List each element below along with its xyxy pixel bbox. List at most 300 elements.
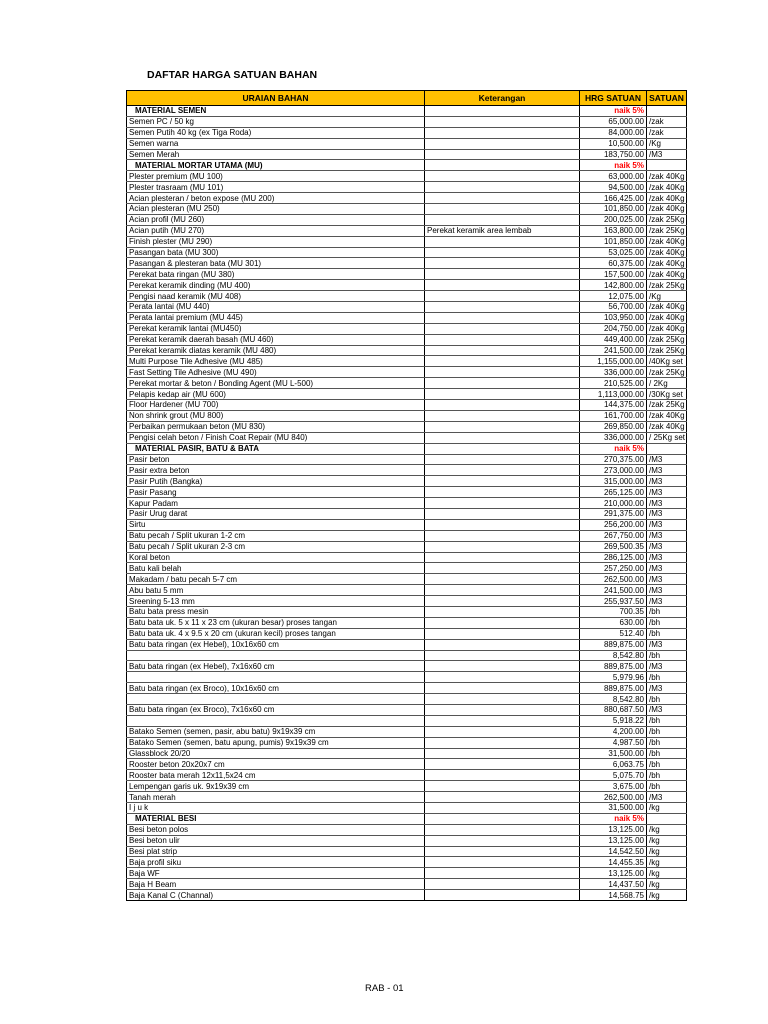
table-row xyxy=(127,127,687,138)
item-note xyxy=(425,563,580,574)
table-row xyxy=(127,704,687,715)
item-note xyxy=(425,715,580,726)
item-name: Baja H Beam xyxy=(127,879,425,890)
item-name: Pasir Urug darat xyxy=(127,508,425,519)
item-note xyxy=(425,770,580,781)
item-unit: /zak 40Kg xyxy=(647,258,687,269)
item-note xyxy=(425,879,580,890)
item-price: 262,500.00 xyxy=(580,574,647,585)
page-footer: RAB - 01 xyxy=(365,983,404,994)
item-name: Perekat keramik lantai (MU450) xyxy=(127,323,425,334)
item-name: Acian plesteran / beton expose (MU 200) xyxy=(127,193,425,204)
item-unit: /zak 40Kg xyxy=(647,323,687,334)
item-name: Floor Hardener (MU 700) xyxy=(127,400,425,411)
item-unit: /30Kg set xyxy=(647,389,687,400)
item-note xyxy=(425,269,580,280)
section-row xyxy=(127,443,687,454)
table-row xyxy=(127,683,687,694)
item-unit: / 2Kg xyxy=(647,378,687,389)
item-note xyxy=(425,759,580,770)
item-note xyxy=(425,432,580,443)
item-price: 889,875.00 xyxy=(580,639,647,650)
table-row xyxy=(127,541,687,552)
table-row xyxy=(127,312,687,323)
table-row xyxy=(127,410,687,421)
item-name: Batu pecah / Split ukuran 1-2 cm xyxy=(127,530,425,541)
table-row xyxy=(127,280,687,291)
item-price: 13,125.00 xyxy=(580,835,647,846)
item-price: 265,125.00 xyxy=(580,487,647,498)
item-note xyxy=(425,443,580,454)
item-note xyxy=(425,530,580,541)
item-name: Rooster beton 20x20x7 cm xyxy=(127,759,425,770)
table-row xyxy=(127,421,687,432)
item-price: 4,200.00 xyxy=(580,726,647,737)
item-name: Pelapis kedap air (MU 600) xyxy=(127,389,425,400)
item-name: Batu bata press mesin xyxy=(127,606,425,617)
item-unit: /bh xyxy=(647,737,687,748)
item-name: Perata lantai premium (MU 445) xyxy=(127,312,425,323)
table-row xyxy=(127,378,687,389)
table-row xyxy=(127,508,687,519)
item-price: 262,500.00 xyxy=(580,792,647,803)
item-note xyxy=(425,508,580,519)
price-note: naik 5% xyxy=(580,813,647,824)
table-row xyxy=(127,737,687,748)
item-note xyxy=(425,367,580,378)
item-unit: /zak 25Kg xyxy=(647,400,687,411)
item-unit xyxy=(647,106,687,117)
table-row xyxy=(127,574,687,585)
table-row xyxy=(127,214,687,225)
table-row xyxy=(127,367,687,378)
item-note xyxy=(425,247,580,258)
table-row xyxy=(127,400,687,411)
item-name: Sirtu xyxy=(127,519,425,530)
item-price: 65,000.00 xyxy=(580,116,647,127)
item-name: Semen warna xyxy=(127,138,425,149)
item-unit: /bh xyxy=(647,715,687,726)
item-name: Semen Putih 40 kg (ex Tiga Roda) xyxy=(127,127,425,138)
price-table xyxy=(126,90,687,901)
item-note xyxy=(425,106,580,117)
item-note xyxy=(425,400,580,411)
item-note xyxy=(425,683,580,694)
item-note xyxy=(425,421,580,432)
item-price: 241,500.00 xyxy=(580,345,647,356)
item-note xyxy=(425,138,580,149)
item-note xyxy=(425,552,580,563)
item-note xyxy=(425,792,580,803)
item-price: 241,500.00 xyxy=(580,585,647,596)
item-note xyxy=(425,378,580,389)
item-name: Perekat mortar & beton / Bonding Agent (MU L-500) xyxy=(127,378,425,389)
table-row xyxy=(127,661,687,672)
item-name: Fast Setting Tile Adhesive (MU 490) xyxy=(127,367,425,378)
item-name: Pasangan bata (MU 300) xyxy=(127,247,425,258)
item-unit: /kg xyxy=(647,803,687,814)
item-name: Acian plesteran (MU 250) xyxy=(127,204,425,215)
item-note xyxy=(425,498,580,509)
item-note xyxy=(425,182,580,193)
item-price: 1,113,000.00 xyxy=(580,389,647,400)
item-note xyxy=(425,204,580,215)
item-price: 63,000.00 xyxy=(580,171,647,182)
item-name: Pasir Putih (Bangka) xyxy=(127,476,425,487)
table-row xyxy=(127,530,687,541)
item-unit: /bh xyxy=(647,759,687,770)
table-row xyxy=(127,596,687,607)
item-unit: /zak xyxy=(647,127,687,138)
item-name xyxy=(127,694,425,705)
item-price: 336,000.00 xyxy=(580,432,647,443)
item-unit: /Kg xyxy=(647,291,687,302)
item-name: Besi beton ulir xyxy=(127,835,425,846)
table-row xyxy=(127,258,687,269)
item-price: 161,700.00 xyxy=(580,410,647,421)
item-note xyxy=(425,596,580,607)
item-unit: /zak xyxy=(647,116,687,127)
item-price: 257,250.00 xyxy=(580,563,647,574)
item-price: 5,918.22 xyxy=(580,715,647,726)
item-unit: /kg xyxy=(647,846,687,857)
table-row xyxy=(127,585,687,596)
item-unit: /bh xyxy=(647,694,687,705)
item-name: Batako Semen (semen, pasir, abu batu) 9x19x39 cm xyxy=(127,726,425,737)
item-price: 144,375.00 xyxy=(580,400,647,411)
item-unit: /M3 xyxy=(647,563,687,574)
item-price: 101,850.00 xyxy=(580,236,647,247)
item-price: 200,025.00 xyxy=(580,214,647,225)
item-price: 5,075.70 xyxy=(580,770,647,781)
item-note xyxy=(425,617,580,628)
item-name: Pengisi naad keramik (MU 408) xyxy=(127,291,425,302)
item-name: Batu bata uk. 5 x 11 x 23 cm (ukuran besar) proses tangan xyxy=(127,617,425,628)
item-unit: /kg xyxy=(647,868,687,879)
section-row xyxy=(127,106,687,117)
item-unit: /zak 40Kg xyxy=(647,302,687,313)
item-unit: /zak 25Kg xyxy=(647,334,687,345)
table-row xyxy=(127,498,687,509)
item-note xyxy=(425,345,580,356)
item-note xyxy=(425,541,580,552)
table-row xyxy=(127,759,687,770)
item-price: 14,542.50 xyxy=(580,846,647,857)
item-price: 103,950.00 xyxy=(580,312,647,323)
item-name: Koral beton xyxy=(127,552,425,563)
item-price: 31,500.00 xyxy=(580,803,647,814)
item-price: 14,437.50 xyxy=(580,879,647,890)
item-note xyxy=(425,258,580,269)
table-row xyxy=(127,563,687,574)
item-price: 8,542.80 xyxy=(580,694,647,705)
item-note xyxy=(425,650,580,661)
item-note xyxy=(425,214,580,225)
item-note xyxy=(425,291,580,302)
item-unit xyxy=(647,443,687,454)
item-note xyxy=(425,574,580,585)
table-row xyxy=(127,487,687,498)
table-row xyxy=(127,868,687,879)
table-row xyxy=(127,552,687,563)
item-unit: /M3 xyxy=(647,683,687,694)
item-unit: /M3 xyxy=(647,704,687,715)
item-price: 1,155,000.00 xyxy=(580,356,647,367)
item-note xyxy=(425,585,580,596)
item-price: 269,500.35 xyxy=(580,541,647,552)
item-note: Perekat keramik area lembab xyxy=(425,225,580,236)
item-price: 3,675.00 xyxy=(580,781,647,792)
item-name: Perata lantai (MU 440) xyxy=(127,302,425,313)
item-unit: /bh xyxy=(647,726,687,737)
item-price: 700.35 xyxy=(580,606,647,617)
item-note xyxy=(425,835,580,846)
table-row xyxy=(127,824,687,835)
item-name: Pengisi celah beton / Finish Coat Repair (MU 840) xyxy=(127,432,425,443)
item-unit: /zak 40Kg xyxy=(647,421,687,432)
item-price: 291,375.00 xyxy=(580,508,647,519)
item-note xyxy=(425,628,580,639)
item-unit: /M3 xyxy=(647,454,687,465)
item-price: 6,063.75 xyxy=(580,759,647,770)
table-row xyxy=(127,247,687,258)
table-row xyxy=(127,138,687,149)
item-price: 12,075.00 xyxy=(580,291,647,302)
item-unit: /zak 25Kg xyxy=(647,367,687,378)
item-name: Perekat keramik diatas keramik (MU 480) xyxy=(127,345,425,356)
item-name: Batu kali belah xyxy=(127,563,425,574)
item-unit: /zak 40Kg xyxy=(647,247,687,258)
item-name xyxy=(127,672,425,683)
item-price: 8,542.80 xyxy=(580,650,647,661)
item-price: 889,875.00 xyxy=(580,661,647,672)
item-note xyxy=(425,704,580,715)
table-row xyxy=(127,835,687,846)
item-note xyxy=(425,323,580,334)
table-row xyxy=(127,236,687,247)
table-row xyxy=(127,193,687,204)
price-note: naik 5% xyxy=(580,160,647,171)
item-unit: /bh xyxy=(647,748,687,759)
item-note xyxy=(425,857,580,868)
item-price: 31,500.00 xyxy=(580,748,647,759)
item-price: 336,000.00 xyxy=(580,367,647,378)
table-row xyxy=(127,606,687,617)
item-unit xyxy=(647,813,687,824)
header-keterangan: Keterangan xyxy=(425,91,580,106)
header-satuan: SATUAN xyxy=(647,91,687,106)
item-price: 630.00 xyxy=(580,617,647,628)
item-name: Batu bata ringan (ex Broco), 10x16x60 cm xyxy=(127,683,425,694)
item-name: Semen PC / 50 kg xyxy=(127,116,425,127)
item-note xyxy=(425,280,580,291)
item-unit: /M3 xyxy=(647,487,687,498)
table-row xyxy=(127,792,687,803)
item-unit: /bh xyxy=(647,650,687,661)
item-unit: /zak 25Kg xyxy=(647,225,687,236)
item-price: 56,700.00 xyxy=(580,302,647,313)
table-row xyxy=(127,617,687,628)
item-unit: /M3 xyxy=(647,498,687,509)
table-row xyxy=(127,639,687,650)
table-row xyxy=(127,476,687,487)
item-unit: /zak 40Kg xyxy=(647,269,687,280)
item-name: Batu bata ringan (ex Hebel), 10x16x60 cm xyxy=(127,639,425,650)
item-name: I j u k xyxy=(127,803,425,814)
item-name: Makadam / batu pecah 5-7 cm xyxy=(127,574,425,585)
table-row xyxy=(127,389,687,400)
section-title: MATERIAL MORTAR UTAMA (MU) xyxy=(127,160,425,171)
item-name: Batako Semen (semen, batu apung, pumis) 9x19x39 cm xyxy=(127,737,425,748)
item-note xyxy=(425,639,580,650)
item-name: Tanah merah xyxy=(127,792,425,803)
item-name: Pasir beton xyxy=(127,454,425,465)
item-price: 163,800.00 xyxy=(580,225,647,236)
item-price: 10,500.00 xyxy=(580,138,647,149)
item-note xyxy=(425,868,580,879)
table-row xyxy=(127,628,687,639)
item-unit: /bh xyxy=(647,628,687,639)
table-row xyxy=(127,302,687,313)
table-row xyxy=(127,465,687,476)
item-unit: /M3 xyxy=(647,465,687,476)
item-name: Perekat keramik dinding (MU 400) xyxy=(127,280,425,291)
table-row xyxy=(127,726,687,737)
item-note xyxy=(425,127,580,138)
table-row xyxy=(127,225,687,236)
item-price: 60,375.00 xyxy=(580,258,647,269)
item-name: Semen Merah xyxy=(127,149,425,160)
item-name: Batu bata ringan (ex Hebel), 7x16x60 cm xyxy=(127,661,425,672)
item-name: Besi plat strip xyxy=(127,846,425,857)
item-name xyxy=(127,650,425,661)
table-row xyxy=(127,650,687,661)
table-header-row xyxy=(127,91,687,106)
item-price: 5,979.96 xyxy=(580,672,647,683)
item-name xyxy=(127,715,425,726)
item-name: Glassblock 20/20 xyxy=(127,748,425,759)
table-row xyxy=(127,149,687,160)
item-price: 4,987.50 xyxy=(580,737,647,748)
item-unit: /bh xyxy=(647,606,687,617)
header-uraian: URAIAN BAHAN xyxy=(127,91,425,106)
item-note xyxy=(425,356,580,367)
table-row xyxy=(127,781,687,792)
section-row xyxy=(127,160,687,171)
item-name: Baja WF xyxy=(127,868,425,879)
item-unit: /M3 xyxy=(647,541,687,552)
item-unit: /zak 40Kg xyxy=(647,204,687,215)
table-row xyxy=(127,323,687,334)
item-note xyxy=(425,824,580,835)
item-unit: /zak 40Kg xyxy=(647,312,687,323)
item-unit: /zak 40Kg xyxy=(647,171,687,182)
item-name: Kapur Padam xyxy=(127,498,425,509)
item-name: Lempengan garis uk. 9x19x39 cm xyxy=(127,781,425,792)
item-unit xyxy=(647,160,687,171)
item-note xyxy=(425,846,580,857)
item-name: Plester trasraam (MU 101) xyxy=(127,182,425,193)
item-unit: /kg xyxy=(647,879,687,890)
section-title: MATERIAL BESI xyxy=(127,813,425,824)
price-note: naik 5% xyxy=(580,106,647,117)
item-note xyxy=(425,160,580,171)
table-row xyxy=(127,356,687,367)
item-price: 101,850.00 xyxy=(580,204,647,215)
item-price: 84,000.00 xyxy=(580,127,647,138)
item-name: Plester premium (MU 100) xyxy=(127,171,425,182)
table-row xyxy=(127,116,687,127)
item-name: Baja Kanal C (Channal) xyxy=(127,890,425,901)
item-note xyxy=(425,487,580,498)
item-unit: /M3 xyxy=(647,530,687,541)
section-title: MATERIAL SEMEN xyxy=(127,106,425,117)
item-price: 210,000.00 xyxy=(580,498,647,509)
item-price: 270,375.00 xyxy=(580,454,647,465)
item-price: 269,850.00 xyxy=(580,421,647,432)
item-unit: /zak 25Kg xyxy=(647,345,687,356)
item-note xyxy=(425,334,580,345)
item-unit: /kg xyxy=(647,890,687,901)
item-name: Finish plester (MU 290) xyxy=(127,236,425,247)
item-note xyxy=(425,410,580,421)
item-note xyxy=(425,454,580,465)
item-name: Pasangan & plesteran bata (MU 301) xyxy=(127,258,425,269)
item-note xyxy=(425,149,580,160)
item-unit: /M3 xyxy=(647,476,687,487)
table-row xyxy=(127,432,687,443)
table-row xyxy=(127,748,687,759)
item-unit: / 25Kg set xyxy=(647,432,687,443)
item-note xyxy=(425,236,580,247)
item-note xyxy=(425,813,580,824)
item-name: Acian profil (MU 260) xyxy=(127,214,425,225)
price-note: naik 5% xyxy=(580,443,647,454)
table-row xyxy=(127,694,687,705)
item-note xyxy=(425,672,580,683)
item-price: 449,400.00 xyxy=(580,334,647,345)
table-row xyxy=(127,345,687,356)
item-price: 204,750.00 xyxy=(580,323,647,334)
item-price: 14,568.75 xyxy=(580,890,647,901)
item-name: Baja profil siku xyxy=(127,857,425,868)
item-unit: /bh xyxy=(647,770,687,781)
item-name: Perbaikan permukaan beton (MU 830) xyxy=(127,421,425,432)
item-price: 210,525.00 xyxy=(580,378,647,389)
item-note xyxy=(425,890,580,901)
item-note xyxy=(425,694,580,705)
item-name: Perekat bata ringan (MU 380) xyxy=(127,269,425,280)
item-name: Besi beton polos xyxy=(127,824,425,835)
item-name: Pasir extra beton xyxy=(127,465,425,476)
item-note xyxy=(425,726,580,737)
item-name: Multi Purpose Tile Adhesive (MU 485) xyxy=(127,356,425,367)
item-price: 166,425.00 xyxy=(580,193,647,204)
item-price: 256,200.00 xyxy=(580,519,647,530)
item-price: 286,125.00 xyxy=(580,552,647,563)
item-unit: /M3 xyxy=(647,792,687,803)
item-unit: /zak 25Kg xyxy=(647,280,687,291)
item-price: 880,687.50 xyxy=(580,704,647,715)
item-price: 142,800.00 xyxy=(580,280,647,291)
table-row xyxy=(127,182,687,193)
item-price: 255,937.50 xyxy=(580,596,647,607)
item-note xyxy=(425,302,580,313)
section-title: MATERIAL PASIR, BATU & BATA xyxy=(127,443,425,454)
item-note xyxy=(425,606,580,617)
item-unit: /kg xyxy=(647,824,687,835)
table-row xyxy=(127,334,687,345)
